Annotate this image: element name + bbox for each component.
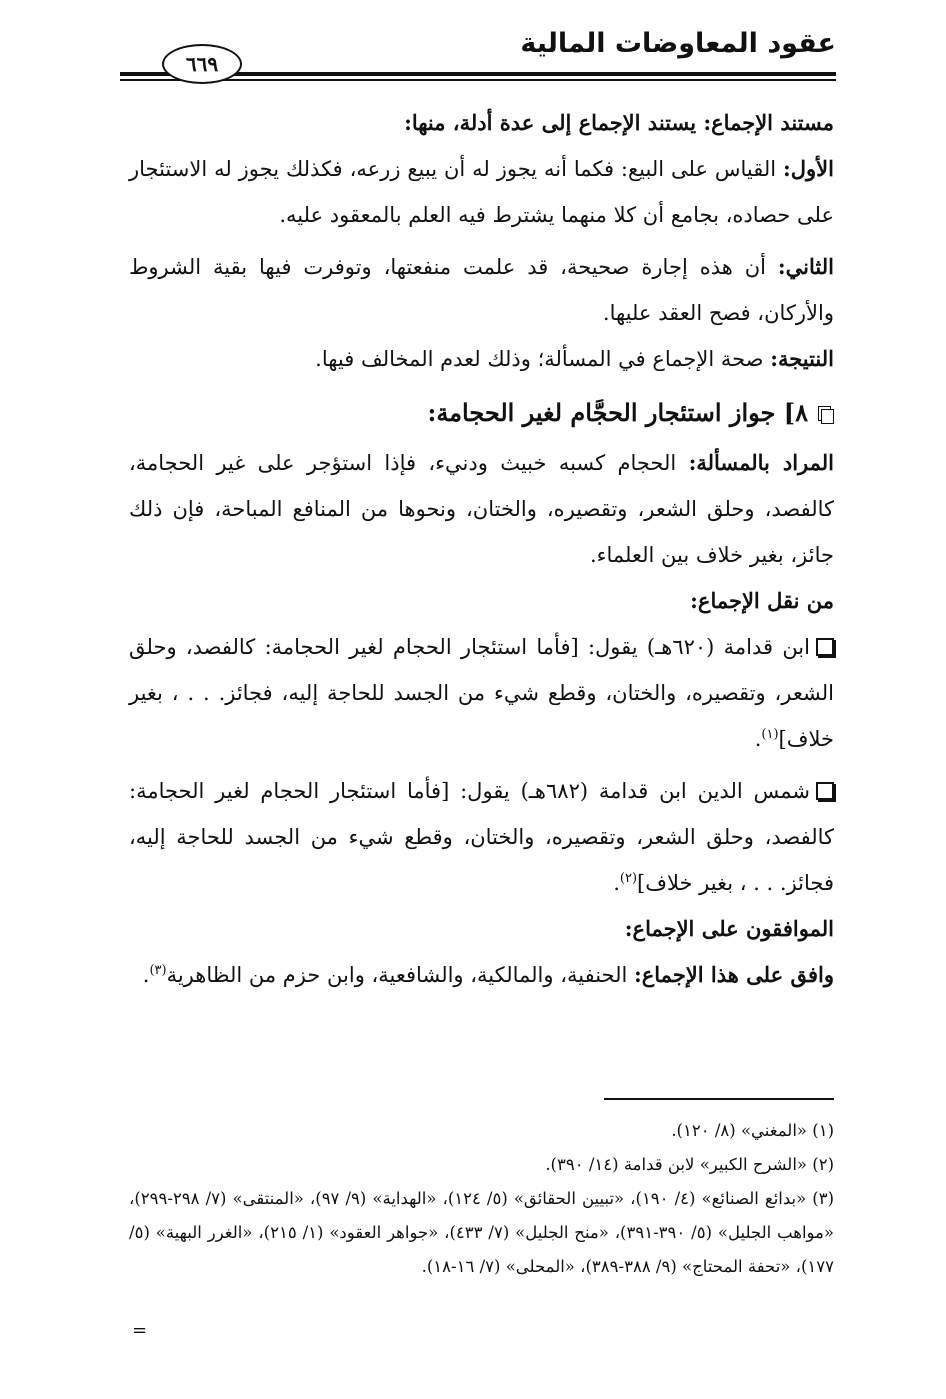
result-lead: النتيجة: (770, 346, 834, 371)
continuation-mark: = (132, 1320, 148, 1341)
footnote-1: (١) «المغني» (٨/ ١٢٠). (671, 1121, 834, 1140)
paragraph-meaning (129, 440, 834, 578)
running-title: عقود المعاوضات المالية (520, 28, 836, 59)
agreers-heading: الموافقون على الإجماع: (624, 916, 834, 941)
meaning-text: الحجام كسبه خبيث ودنيء، فإذا استؤجر على غير الحجامة، كالفصد، وحلق الشعر، وتقصيره، والختان، ونحوها من المنافع المباحة، فإن ذلك جائز، بغير خلاف بين العلماء. (129, 451, 834, 567)
quote-ibn-qudamah (129, 624, 834, 762)
meaning-lead: المراد بالمسألة: (688, 450, 834, 475)
ijma-basis-heading: مستند الإجماع: يستند الإجماع إلى عدة أدلة، منها: (404, 110, 834, 135)
footnotes (129, 1114, 834, 1284)
quote-ibn-qudamah-text: ابن قدامة (٦٢٠هـ) يقول: [فأما استئجار الحجام لغير الحجامة: كالفصد، وحلق الشعر، وتقصيره، والختان، وقطع شيء من الجسد للحاجة إليه، فجائز. . . ، بغير خلاف] (129, 635, 834, 751)
agreers-text: الحنفية، والمالكية، والشافعية، وابن حزم من الظاهرية (166, 963, 634, 987)
footnote-3: (٣) «بدائع الصنائع» (٤/ ١٩٠)، «تبيين الحقائق» (٥/ ١٢٤)، «الهداية» (٩/ ٩٧)، «المنتقى» (٧/ ٢٩٨-٢٩٩)، «مواهب الجليل» (٥/ ٣٩٠-٣٩١)، «منح الجليل» (٧/ ٤٣٣)، «جواهر العقود» (١/ ٢١٥)، «الغرر البهية» (٥/ ١٧٧)، «تحفة المحتاج» (٩/ ٣٨٨-٣٨٩)، «المحلى» (٧/ ١٦-١٨). (129, 1189, 835, 1276)
second-proof-text: أن هذه إجارة صحيحة، قد علمت منفعتها، وتوفرت فيها بقية الشروط والأركان، فصح العقد عليها. (129, 255, 834, 325)
result-text: صحة الإجماع في المسألة؛ وذلك لعدم المخالف فيها. (315, 347, 771, 371)
quote-end: . (754, 727, 762, 751)
quote-shams-text: شمس الدين ابن قدامة (٦٨٢هـ) يقول: [فأما استئجار الحجام لغير الحجامة: كالفصد، وحلق الشعر، وتقصيره، والختان، وقطع شيء من الجسد للحاجة إليه، فجائز. . . ، بغير خلاف] (129, 779, 835, 895)
paragraph-first-proof (129, 146, 834, 238)
agreers-lead: وافق على هذا الإجماع: (634, 962, 834, 987)
main-text (129, 100, 834, 998)
first-proof-text: القياس على البيع: فكما أنه يجوز له أن يبيع زرعه، فكذلك يجوز له الاستئجار على حصاده، بجامع أن كلا منهما يشترط فيه العلم بالمعقود عليه. (129, 157, 834, 227)
quote-shams-ibn-qudamah (129, 768, 834, 906)
paragraph-result (129, 336, 834, 382)
checkbox-square-icon (816, 638, 834, 656)
section-title-text: ٨] جواز استئجار الحجَّام لغير الحجامة: (427, 398, 808, 427)
second-proof-lead: الثاني: (777, 254, 834, 279)
agreers-end: . (142, 963, 150, 987)
page-number: ٦٦٩ (162, 44, 242, 84)
footnote-2: (٢) «الشرح الكبير» لابن قدامة (١٤/ ٣٩٠). (545, 1155, 834, 1174)
copy-pages-icon (818, 406, 834, 424)
checkbox-square-icon (816, 782, 834, 800)
paragraph-agreers (129, 952, 834, 998)
quote-end: . (613, 871, 620, 895)
section-title (129, 390, 834, 436)
footnote-separator (604, 1098, 834, 1100)
page-header (120, 22, 836, 82)
footnote-ref-2: (٢) (619, 871, 638, 886)
paragraph-second-proof (129, 244, 834, 336)
transmitters-heading: من نقل الإجماع: (690, 588, 834, 613)
first-proof-lead: الأول: (783, 156, 834, 181)
footnote-ref-1: (١) (761, 727, 779, 742)
footnote-ref-3: (٣) (149, 963, 167, 978)
